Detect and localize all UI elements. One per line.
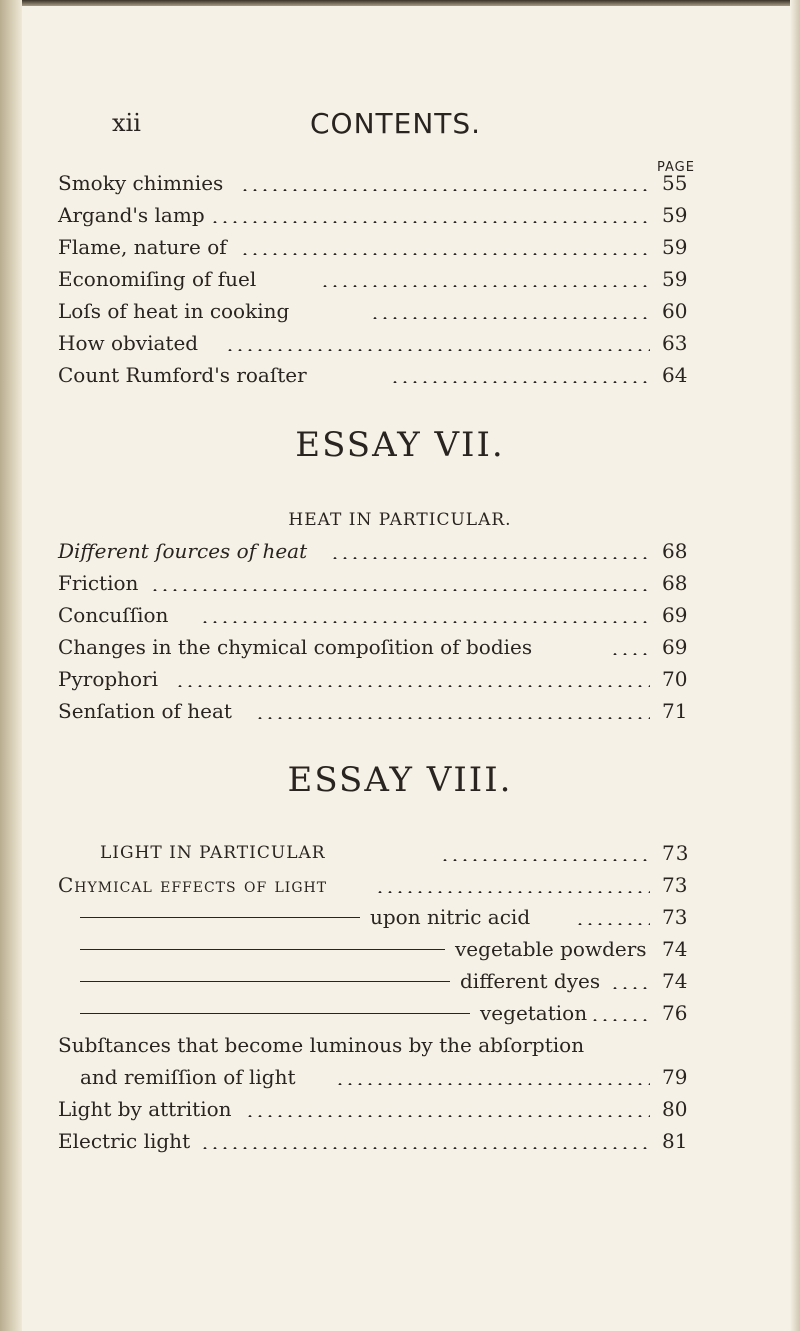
dot-leader (375, 891, 650, 893)
toc-entry (0, 295, 800, 327)
dot-leader (335, 1083, 650, 1085)
toc-entry (0, 1029, 800, 1061)
toc-entry-label: Flame, nature of (58, 235, 227, 259)
dot-leader (590, 1019, 650, 1021)
ditto-rule (80, 1013, 470, 1014)
dot-leader (610, 987, 650, 989)
toc-entry (0, 965, 800, 997)
toc-entry-label: Senſation of heat (58, 699, 232, 723)
ditto-rule (80, 981, 450, 982)
toc-entry (0, 1093, 800, 1125)
toc-entry (0, 567, 800, 599)
toc-entry-page: 59 (662, 267, 688, 291)
toc-entry (0, 933, 800, 965)
toc-entry-page: 55 (662, 171, 688, 195)
dot-leader (175, 685, 650, 687)
toc-entry-page: 68 (662, 571, 688, 595)
toc-entry-label: Chymical effects of light (58, 873, 328, 897)
toc-entry (0, 199, 800, 231)
ditto-rule (80, 917, 360, 918)
dot-leader (200, 1147, 650, 1149)
toc-entry (0, 263, 800, 295)
toc-entry-page: 74 (662, 937, 688, 961)
toc-entry-page: 76 (662, 1001, 688, 1025)
dot-leader (440, 859, 650, 861)
toc-entry (0, 997, 800, 1029)
toc-entry-label: and remiſſion of light (80, 1065, 296, 1089)
toc-entry (0, 869, 800, 901)
dot-leader (245, 1115, 650, 1117)
toc-entry-label: Electric light (58, 1129, 191, 1153)
toc-entry (0, 599, 800, 631)
toc-entry-page: 71 (662, 699, 688, 723)
toc-entry-label: Loſs of heat in cooking (58, 299, 290, 323)
page-top-edge (0, 0, 800, 6)
dot-leader (225, 349, 650, 351)
toc-entry-label: Economiſing of fuel (58, 267, 257, 291)
essay-viii-subtitle: LIGHT IN PARTICULAR (100, 843, 326, 863)
dot-leader (200, 621, 650, 623)
dot-leader (610, 653, 650, 655)
toc-entry-label: upon nitric acid (370, 905, 531, 929)
dot-leader (240, 189, 650, 191)
running-head (0, 107, 800, 147)
toc-entry (0, 837, 800, 869)
toc-entry-label: Count Rumford's roaſter (58, 363, 307, 387)
toc-entry-page: 73 (662, 841, 690, 865)
toc-entry-page: 68 (662, 539, 688, 563)
toc-entry-label: Friction (58, 571, 139, 595)
toc-entry-page: 73 (662, 873, 688, 897)
toc-entry-label: Changes in the chymical compoſition of bodies (58, 635, 533, 659)
toc-entry-page: 59 (662, 235, 688, 259)
toc-entry-page: 63 (662, 331, 688, 355)
dot-leader (255, 717, 650, 719)
dot-leader (330, 557, 650, 559)
toc-entry-label: different dyes (460, 969, 601, 993)
toc-entry-page: 69 (662, 603, 688, 627)
toc-entry (0, 327, 800, 359)
toc-entry-page: 79 (662, 1065, 688, 1089)
toc-entry-page: 73 (662, 905, 688, 929)
toc-entry-label: Concuſſion (58, 603, 169, 627)
toc-entry (0, 359, 800, 391)
dot-leader (320, 285, 650, 287)
toc-entry (0, 901, 800, 933)
toc-entry-page: 70 (662, 667, 688, 691)
toc-entry-page: 69 (662, 635, 688, 659)
page-column-label: PAGE (657, 160, 695, 175)
dot-leader (390, 381, 650, 383)
toc-entry-label: Different ſources of heat (58, 539, 308, 563)
toc-entry-page: 60 (662, 299, 688, 323)
toc-entry (0, 167, 800, 199)
toc-entry-page: 64 (662, 363, 688, 387)
toc-entry-label: vegetable powders (455, 937, 647, 961)
page-folio: xii (112, 109, 141, 137)
essay-viii-title: ESSAY VIII. (287, 760, 513, 800)
dot-leader (150, 589, 650, 591)
toc-entry (0, 231, 800, 263)
toc-entry-page: 80 (662, 1097, 688, 1121)
toc-entry-label: Smoky chimnies (58, 171, 224, 195)
toc-entry (0, 1125, 800, 1157)
toc-entry (0, 1061, 800, 1093)
dot-leader (370, 317, 650, 319)
toc-entry-label: vegetation (480, 1001, 588, 1025)
toc-entry-label: Light by attrition (58, 1097, 232, 1121)
dot-leader (575, 923, 650, 925)
toc-entry (0, 695, 800, 727)
toc-entry-page: 59 (662, 203, 688, 227)
essay-vii-title: ESSAY VII. (295, 425, 505, 465)
toc-entry-page: 81 (662, 1129, 688, 1153)
dot-leader (240, 253, 650, 255)
toc-entry (0, 663, 800, 695)
toc-entry-page: 74 (662, 969, 688, 993)
ditto-rule (80, 949, 445, 950)
toc-entry-label: How obviated (58, 331, 199, 355)
toc-entry-label: Argand's lamp (58, 203, 205, 227)
toc-entry (0, 535, 800, 567)
toc-entry (0, 631, 800, 663)
page-title: CONTENTS. (310, 107, 482, 140)
dot-leader (210, 221, 650, 223)
essay-vii-subtitle: HEAT IN PARTICULAR. (288, 510, 512, 530)
toc-entry-label: Pyrophori (58, 667, 159, 691)
toc-entry-label: Subſtances that become luminous by the abſorption (58, 1033, 585, 1057)
